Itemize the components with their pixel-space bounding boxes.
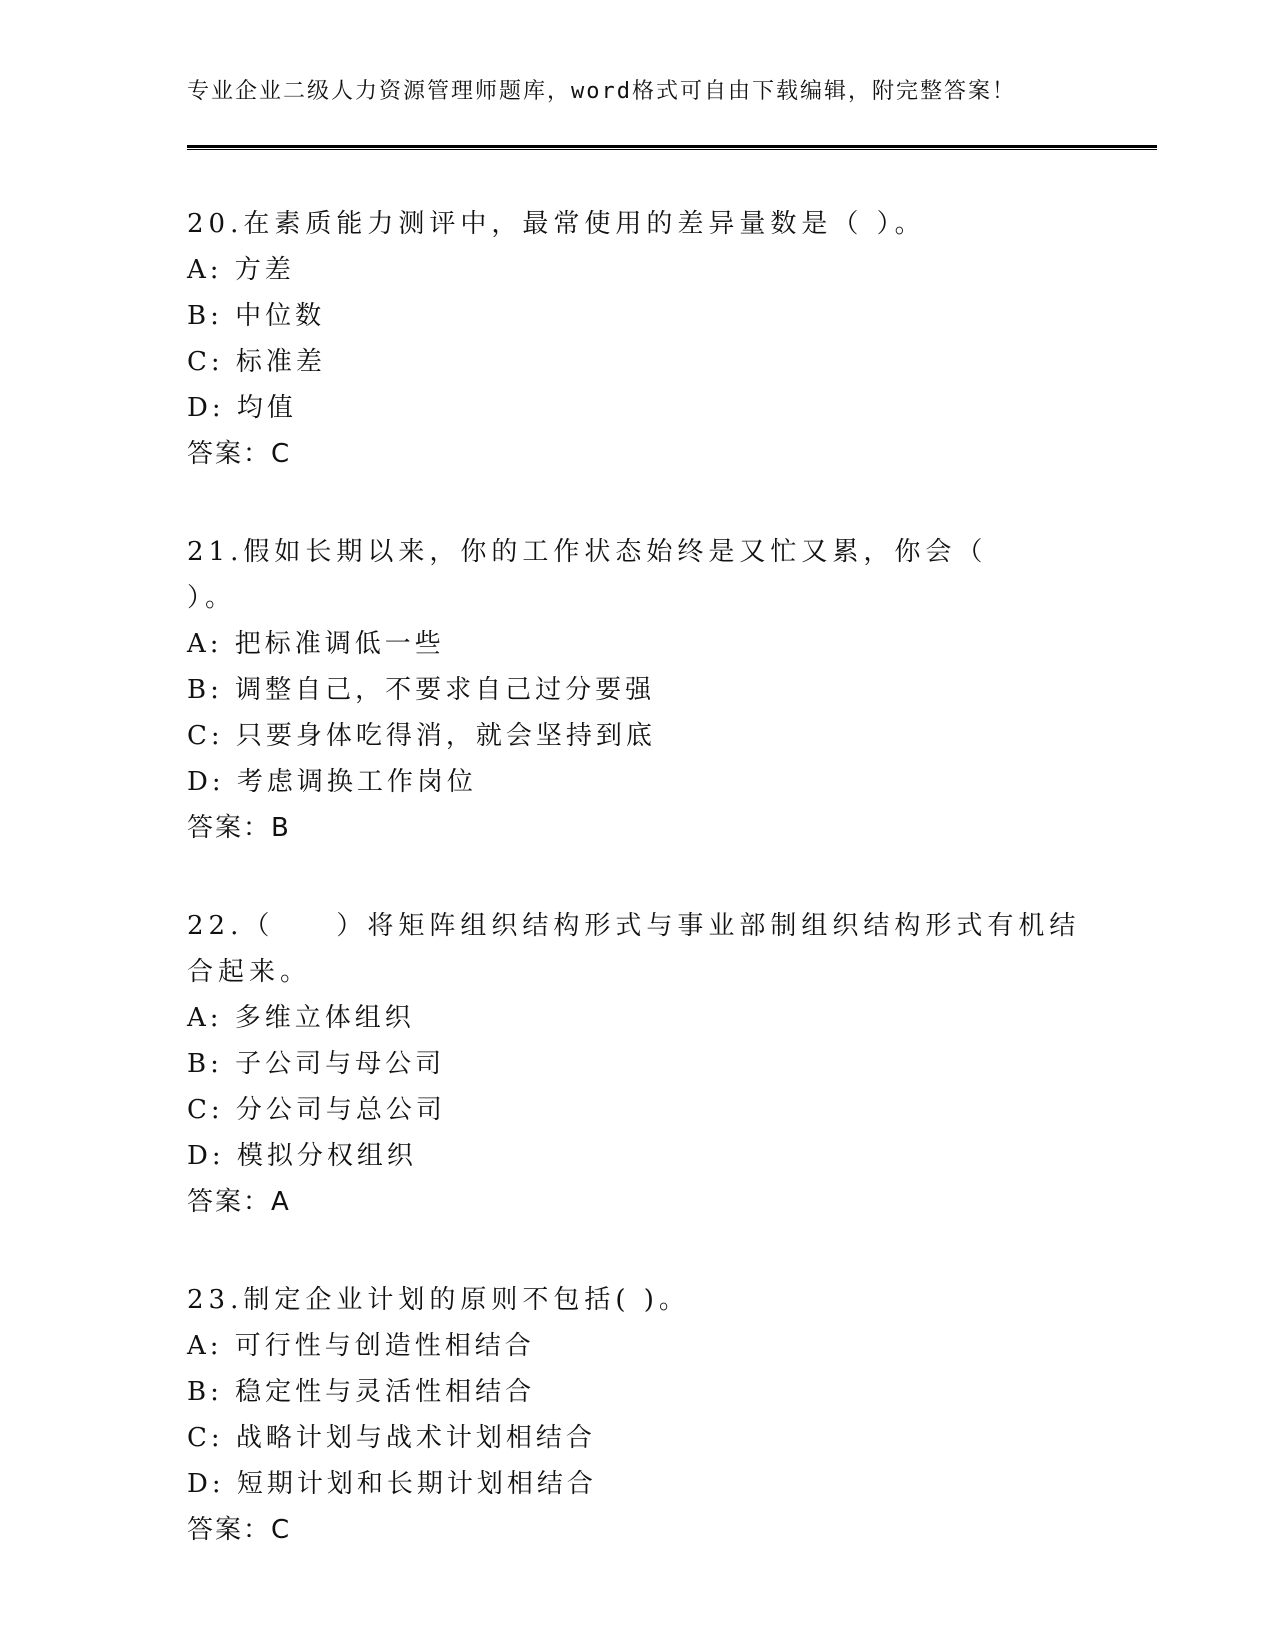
option-c: C: 分公司与总公司 <box>187 1095 446 1125</box>
answer-line: 答案：A <box>187 1187 291 1217</box>
option-c: C: 战略计划与战术计划相结合 <box>187 1423 596 1453</box>
option-c: C: 只要身体吃得消，就会坚持到底 <box>187 721 656 751</box>
answer-line: 答案：B <box>187 813 291 843</box>
question-stem: 21.假如长期以来，你的工作状态始终是又忙又累，你会（ ）。 <box>187 537 1050 613</box>
question-stem: 22.（ ）将矩阵组织结构形式与事业部制组织结构形式有机结合起来。 <box>187 911 1081 987</box>
option-a: A: 可行性与创造性相结合 <box>187 1331 535 1361</box>
option-b: B: 稳定性与灵活性相结合 <box>187 1377 536 1407</box>
question-list <box>187 201 1087 1605</box>
answer-line: 答案：C <box>187 1515 292 1545</box>
page-header: 专业企业二级人力资源管理师题库，word格式可自由下载编辑，附完整答案！ <box>187 79 1016 104</box>
option-d: D: 模拟分权组织 <box>187 1141 417 1171</box>
question-item <box>187 529 1087 851</box>
answer-line: 答案：C <box>187 439 292 469</box>
option-d: D: 均值 <box>187 393 297 423</box>
question-item <box>187 1277 1087 1553</box>
option-a: A: 多维立体组织 <box>187 1003 415 1033</box>
question-stem: 23.制定企业计划的原则不包括( )。 <box>187 1285 690 1315</box>
question-item <box>187 201 1087 477</box>
question-item <box>187 903 1087 1225</box>
option-d: D: 短期计划和长期计划相结合 <box>187 1469 597 1499</box>
option-a: A: 方差 <box>187 255 295 285</box>
option-d: D: 考虑调换工作岗位 <box>187 767 477 797</box>
option-c: C: 标准差 <box>187 347 326 377</box>
option-b: B: 调整自己，不要求自己过分要强 <box>187 675 656 705</box>
question-stem: 20.在素质能力测评中，最常使用的差异量数是（ ）。 <box>187 209 926 239</box>
option-b: B: 子公司与母公司 <box>187 1049 446 1079</box>
option-b: B: 中位数 <box>187 301 326 331</box>
option-a: A: 把标准调低一些 <box>187 629 445 659</box>
header-divider <box>187 145 1157 150</box>
